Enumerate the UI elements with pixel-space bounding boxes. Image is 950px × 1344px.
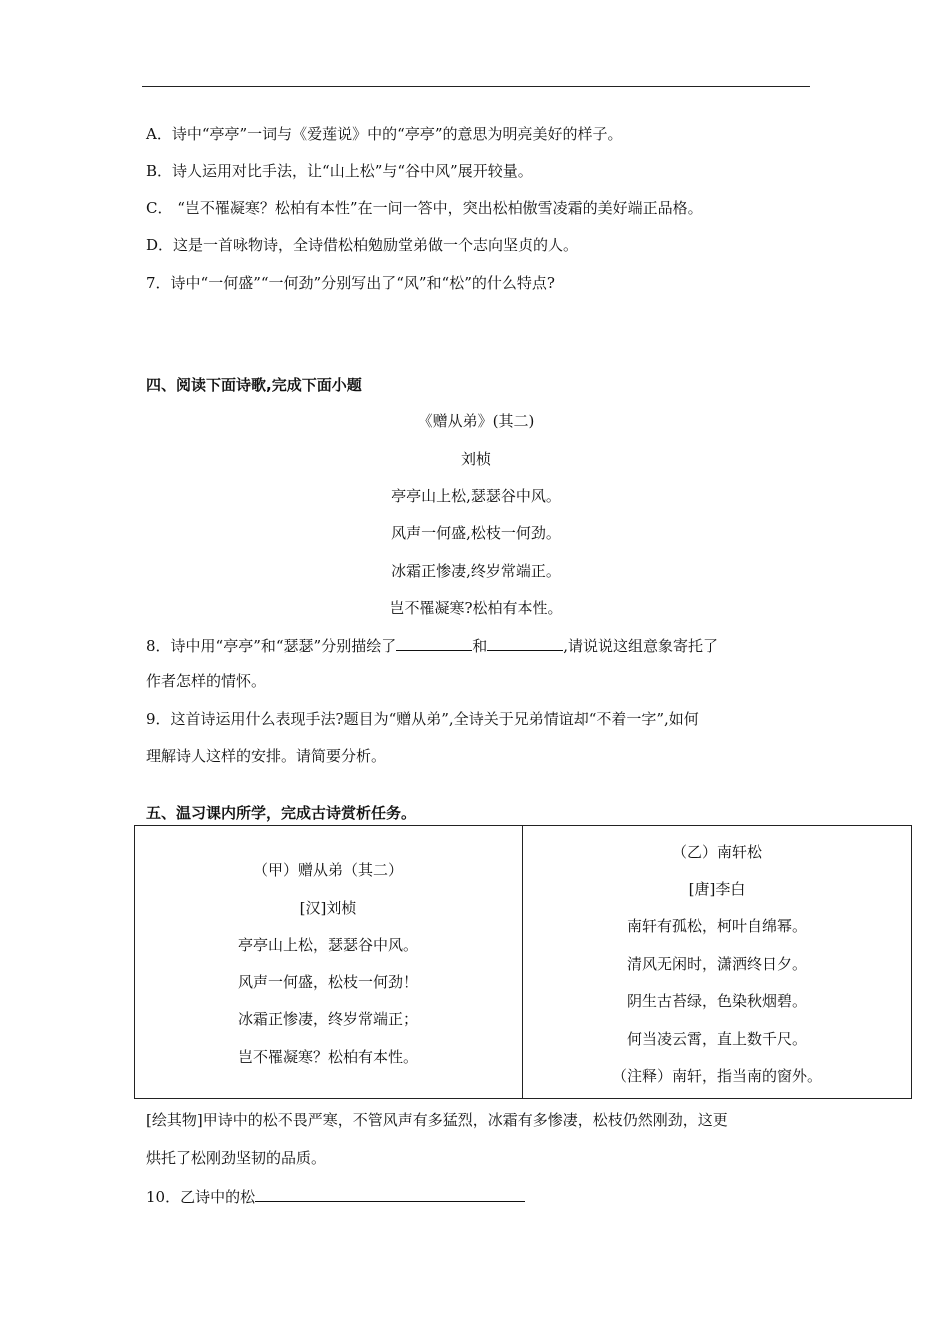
answer-blank-3[interactable]: [255, 1185, 525, 1202]
option-a: A．诗中“亭亭”一词与《爱莲说》中的“亭亭”的意思为明亮美好的样子。: [146, 125, 623, 143]
question-7: 7．诗中“一何盛”“一何劲”分别写出了“风”和“松”的什么特点?: [146, 274, 555, 292]
header-rule: [142, 86, 810, 87]
right-poem-title: （乙）南轩松: [671, 843, 762, 861]
left-poem-line: 岂不罹凝寒？松柏有本性。: [237, 1048, 418, 1066]
right-poem-note: （注释）南轩，指当南的窗外。: [611, 1067, 822, 1085]
right-poem-author: [唐]李白: [688, 880, 746, 898]
left-poem-title: （甲）赠从弟（其二）: [252, 861, 403, 879]
question-10: [146, 1185, 525, 1207]
left-poem-author: [汉]刘桢: [299, 899, 357, 917]
analysis-line-2: 烘托了松刚劲坚韧的品质。: [146, 1149, 327, 1167]
option-d: D．这是一首咏物诗，全诗借松柏勉励堂弟做一个志向坚贞的人。: [146, 236, 579, 254]
q10-text: 10．乙诗中的松: [146, 1188, 256, 1206]
question-8: [146, 634, 718, 656]
option-c: C． “岂不罹凝寒？松柏有本性”在一问一答中，突出松柏傲雪凌霜的美好端正品格。: [146, 199, 703, 217]
right-poem-line: 何当凌云霄，直上数千尺。: [626, 1030, 807, 1048]
answer-blank-2[interactable]: [487, 634, 563, 651]
right-poem-line: 南轩有孤松，柯叶自绵幂。: [626, 917, 807, 935]
q8-text-1: 8．诗中用“亭亭”和“瑟瑟”分别描绘了: [146, 637, 397, 655]
question-8-line-2: 作者怎样的情怀。: [146, 672, 267, 690]
poem-line: 风声一何盛,松枝一何劲。: [391, 524, 561, 542]
poem-author: 刘桢: [460, 450, 491, 468]
section-4-heading: 四、阅读下面诗歌,完成下面小题: [146, 376, 362, 394]
left-poem-line: 风声一何盛，松枝一何劲！: [237, 973, 418, 991]
answer-blank-1[interactable]: [396, 634, 472, 651]
question-9-line-2: 理解诗人这样的安排。请简要分析。: [146, 747, 387, 765]
analysis-line-1: [绘其物]甲诗中的松不畏严寒，不管风声有多猛烈，冰霜有多惨凄，松枝仍然刚劲，这更: [146, 1111, 728, 1129]
q8-text-2: ,请说说这组意象寄托了: [563, 637, 719, 655]
right-poem-line: 阴生古苔绿，色染秋烟碧。: [626, 992, 807, 1010]
question-9: 9．这首诗运用什么表现手法?题目为“赠从弟”,全诗关于兄弟情谊却“不着一字”,如何: [146, 710, 699, 728]
poem-title: 《赠从弟》(其二): [417, 412, 535, 430]
left-poem-line: 冰霜正惨凄，终岁常端正；: [237, 1010, 418, 1028]
right-poem-line: 清风无闲时，潇洒终日夕。: [626, 955, 807, 973]
poem-line: 冰霜正惨凄,终岁常端正。: [391, 562, 561, 580]
poem-line: 亭亭山上松,瑟瑟谷中风。: [391, 487, 561, 505]
q8-text-mid: 和: [472, 637, 488, 655]
option-b: B．诗人运用对比手法，让“山上松”与“谷中风”展开较量。: [146, 162, 533, 180]
poem-line: 岂不罹凝寒?松柏有本性。: [389, 599, 563, 617]
section-5-heading: 五、温习课内所学，完成古诗赏析任务。: [146, 804, 417, 822]
left-poem-line: 亭亭山上松，瑟瑟谷中风。: [237, 936, 418, 954]
